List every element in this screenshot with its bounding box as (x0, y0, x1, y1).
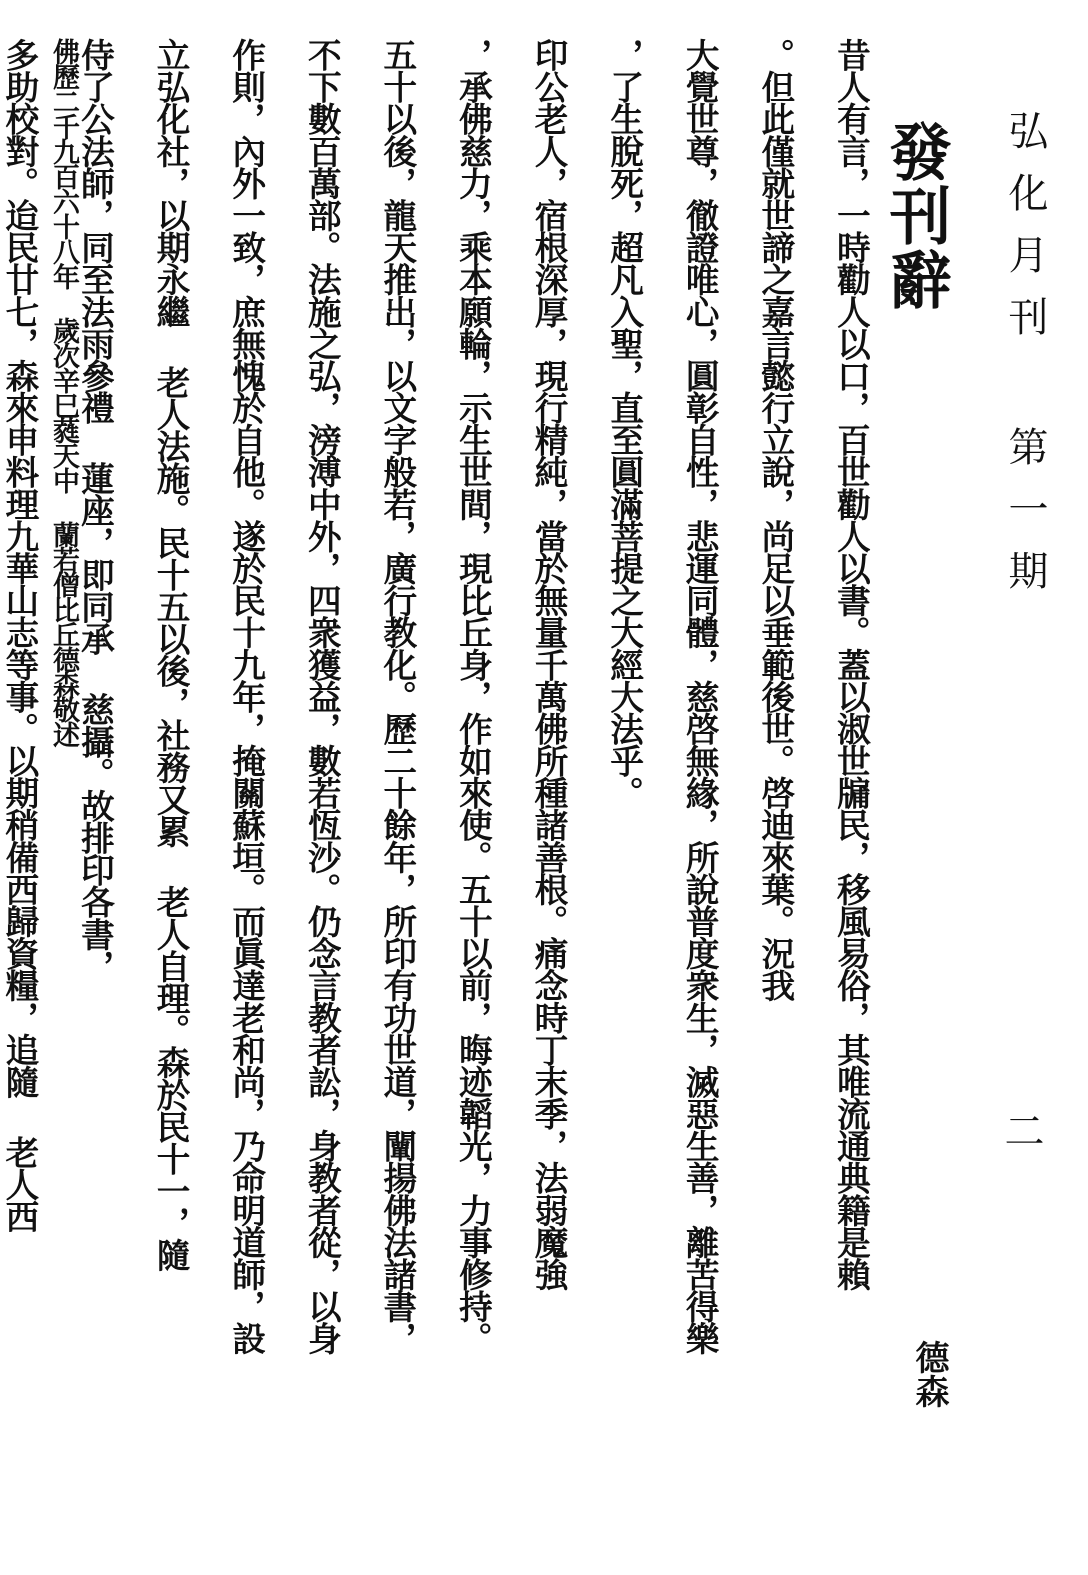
body-column: 五十以後，龍天推出，以文字般若，廣行教化。歷二十餘年，所印有功世道，闡揚佛法諸書， (377, 38, 418, 1354)
body-column: 大覺世尊，徹證唯心，圓彰自性，悲運同體，慈啓無緣，所說普度衆生，滅惡生善，離苦得樂 (680, 38, 721, 1354)
body-column: 不下數百萬部。法施之弘，滂溥中外，四衆獲益，數若恆沙。仍念言教者訟，身教者從，以身 (302, 38, 343, 1354)
page-number: 二 (998, 1110, 1044, 1150)
body-column: ，了生脫死，超凡入聖，直至圓滿菩提之大經大法乎。 (604, 38, 645, 809)
article-title: 發刊辭 (879, 120, 952, 312)
body-column: ，承佛慈力，乘本願輪，示生世間，現比丘身，作如來使。五十以前，晦迹韜光，力事修持。 (453, 38, 494, 1354)
body-column: 昔人有言，一時勸人以口，百世勸人以書。蓋以淑世牖民，移風易俗，其唯流通典籍是賴 (831, 38, 872, 1290)
body-column: 作則，內外一致，庶無愧於自他。遂於民十九年，掩關蘇垣。而眞達老和尚，乃命明道師，設 (226, 38, 267, 1354)
body-column: 多助校對。迨民廿七，森來申料理九華山志等事。以期稍備西歸資糧，追隨 老人西 (0, 38, 40, 1232)
body-column: 。但此僅就世諦之嘉言懿行立說，尚足以垂範後世。啓迪來葉。況我 (755, 38, 796, 1001)
body-column: 侍了公法師，同至法雨參禮 蓮座，即同承 慈攝。故排印各書， (75, 38, 116, 982)
author-signature: 佛歷二千九百六十八年 歲次辛巳蕤天中 蘭若僧比丘德森敬述 (48, 38, 79, 746)
body-column: 印公老人，宿根深厚，現行精純，當於無量千萬佛所種諸善根。痛念時丁末季，法弱魔強 (529, 38, 570, 1290)
article-author: 德森 (909, 1340, 949, 1408)
body-column: 立弘化社，以期永繼 老人法施。民十五以後，社務又累 老人自理。森於民十一，隨 (151, 38, 192, 1271)
journal-header-title: 弘化月刊 第一期 (1002, 110, 1048, 612)
